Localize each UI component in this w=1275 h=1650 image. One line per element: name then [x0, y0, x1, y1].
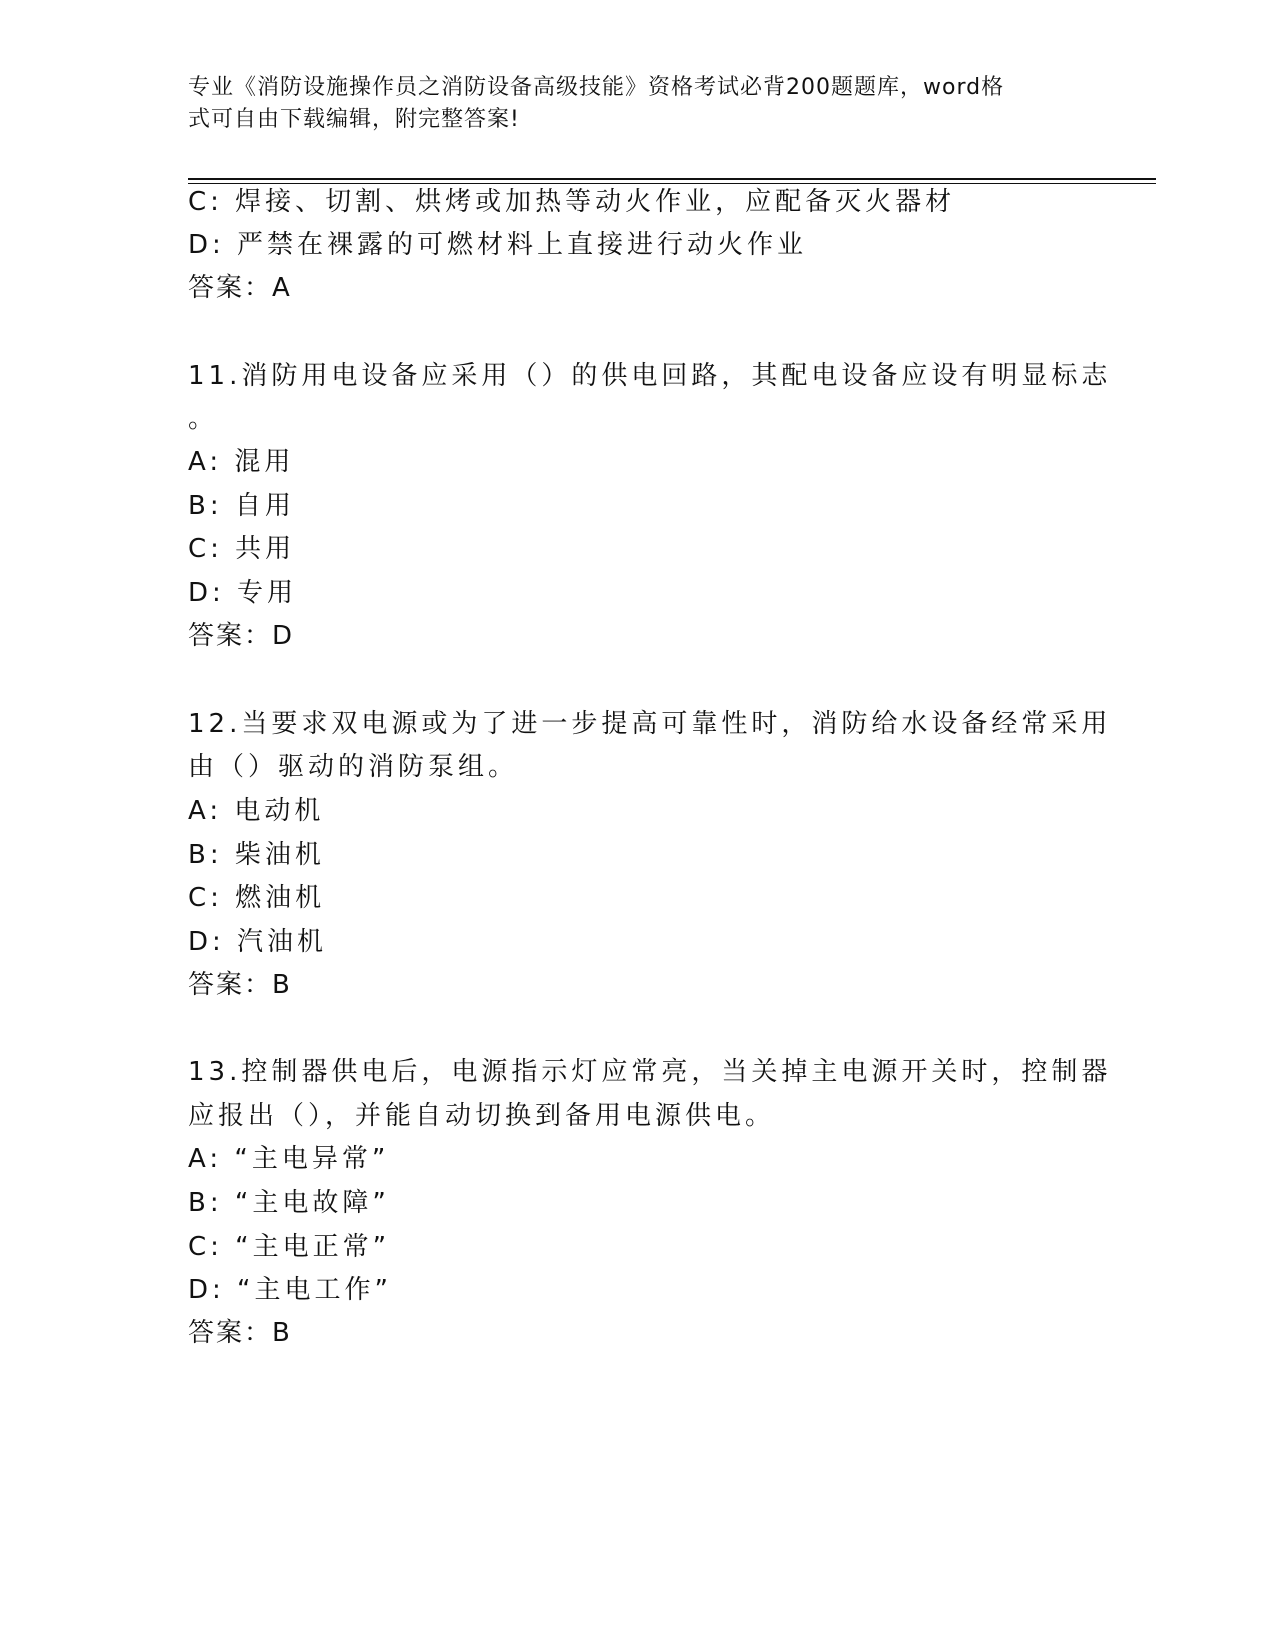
question-13-stem-line-2: 应报出（），并能自动切换到备用电源供电。: [188, 1101, 776, 1131]
question-11-stem-line-2: 。: [188, 404, 219, 434]
question-12-option-c: C: 燃油机: [188, 883, 326, 913]
question-11-option-b: B: 自用: [188, 491, 295, 521]
question-12-stem-line-1: 12.当要求双电源或为了进一步提高可靠性时，消防给水设备经常采用: [188, 709, 1112, 739]
header-line-1: 专业《消防设施操作员之消防设备高级技能》资格考试必背200题题库，word格: [188, 75, 1005, 100]
header-divider-thick: [188, 178, 1156, 180]
question-12-option-d: D: 汽油机: [188, 927, 328, 957]
prev-answer: 答案：A: [188, 273, 292, 303]
header-line-2: 式可自由下载编辑，附完整答案!: [188, 107, 520, 132]
prev-option-d: D: 严禁在裸露的可燃材料上直接进行动火作业: [188, 230, 808, 260]
question-11-answer: 答案：D: [188, 621, 295, 651]
document-header: [188, 72, 1088, 136]
question-12-option-a: A: 电动机: [188, 796, 325, 826]
question-13-option-a: A: “主电异常”: [188, 1144, 390, 1174]
question-12-option-b: B: 柴油机: [188, 840, 325, 870]
prev-option-c: C: 焊接、切割、烘烤或加热等动火作业，应配备灭火器材: [188, 187, 956, 217]
question-13-option-b: B: “主电故障”: [188, 1188, 390, 1218]
question-11-option-a: A: 混用: [188, 447, 295, 477]
question-11-stem-line-1: 11.消防用电设备应采用（）的供电回路，其配电设备应设有明显标志: [188, 361, 1112, 391]
question-13-stem-line-1: 13.控制器供电后，电源指示灯应常亮，当关掉主电源开关时，控制器: [188, 1057, 1112, 1087]
question-11-option-c: C: 共用: [188, 534, 296, 564]
header-divider-thin: [188, 183, 1156, 184]
question-12-stem-line-2: 由（）驱动的消防泵组。: [188, 752, 519, 782]
question-11-option-d: D: 专用: [188, 578, 298, 608]
question-12-answer: 答案：B: [188, 970, 292, 1000]
question-13-option-c: C: “主电正常”: [188, 1232, 391, 1262]
question-13-answer: 答案：B: [188, 1318, 292, 1348]
question-13-option-d: D: “主电工作”: [188, 1275, 392, 1305]
